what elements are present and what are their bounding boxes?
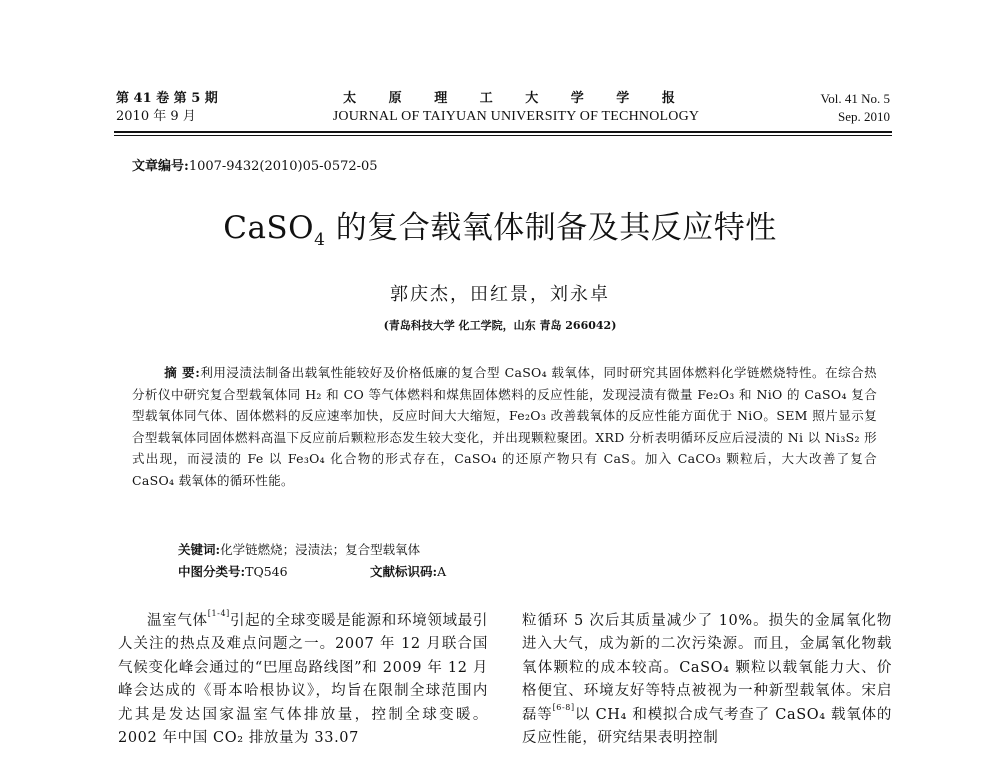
- body-column-left: [118, 610, 488, 750]
- paper-title: [0, 202, 1000, 250]
- header-rule-thin: [114, 135, 892, 136]
- body-left-text: 引起的全球变暖是能源和环境领域最引人关注的热点及难点问题之一。2007 年 12 月联合国气候变化峰会通过的“巴厘岛路线图”和 2009 年 12 月峰会达成的《哥本哈根协议》，均旨在限制全球范围内尤其是发达国家温室气体排放量，控制全球变暖。2002 年中国 CO₂ 排放量为 33.07: [118, 613, 489, 747]
- classification-label: 中图分类号: [178, 564, 241, 579]
- classification-value: TQ546: [245, 564, 288, 579]
- issue-date-en: Sep. 2010: [838, 109, 890, 124]
- article-number-value: 1007-9432(2010)05-0572-05: [188, 159, 378, 174]
- body-right-text-2: 以 CH₄ 和模拟合成气考查了 CaSO₄ 载氧体的反应性能，研究结果表明控制: [522, 706, 892, 747]
- header-center: [300, 90, 732, 126]
- keywords-text: 化学链燃烧；浸渍法；复合型载氧体: [220, 542, 421, 557]
- article-number-label: 文章编号: [132, 159, 185, 174]
- abstract-text: 利用浸渍法制备出载氧性能较好及价格低廉的复合型 CaSO₄ 载氧体，同时研究其固体燃料化学链燃烧特性。在综合热分析仪中研究复合型载氧体同 H₂ 和 CO 等气体燃料和煤焦固体燃料的反应性能，发现浸渍有微量 Fe₂O₃ 和 NiO 的 CaSO₄ 复合型载氧体同气体、固体燃料的反应速率加快，反应时间大大缩短，Fe₂O₃ 改善载氧体的反应性能方面优于 NiO。SEM 照片显示复合型载氧体同固体燃料高温下反应前后颗粒形态发生较大变化，并出现颗粒聚团。XRD 分析表明循环反应后浸渍的 Ni 以 Ni₃S₂ 形式出现，而浸渍的 Fe 以 Fe₃O₄ 化合物的形式存在，CaSO₄ 的还原产物只有 CaS。加入 CaCO₃ 颗粒后，大大改善了复合 CaSO₄ 载氧体的循环性能。: [132, 365, 877, 488]
- issue-date-cn: 2010 年 9 月: [116, 109, 196, 124]
- paragraph: [522, 610, 892, 750]
- header-right: [821, 90, 890, 126]
- body-column-right: [522, 610, 892, 750]
- article-number: 文章编号:1007-9432(2010)05-0572-05: [132, 159, 378, 174]
- document-code: 文献标识码:A: [370, 564, 447, 579]
- citation-ref: [6-8]: [552, 702, 575, 712]
- abstract-label: 摘 要: [164, 365, 196, 380]
- citation-ref: [1-4]: [207, 609, 230, 618]
- classification: 中图分类号:TQ546: [178, 564, 288, 579]
- header-left: [116, 90, 218, 126]
- body-right-text-1: 粒循环 5 次后其质量减少了 10%。损失的金属氧化物进入大气，成为新的二次污染源。而且，金属氧化物载氧体颗粒的成本较高。CaSO₄ 颗粒以载氧能力大、价格便宜、环境友好等特点被视为一种新型载氧体。宋启磊等: [522, 613, 892, 723]
- abstract: 摘 要:利用浸渍法制备出载氧性能较好及价格低廉的复合型 CaSO₄ 载氧体，同时研究其固体燃料化学链燃烧特性。在综合热分析仪中研究复合型载氧体同 H₂ 和 CO 等气体燃料和煤焦固体燃料的反应性能，发现浸渍有微量 Fe₂O₃ 和 NiO 的 CaSO₄ 复合型载氧体同气体、固体燃料的反应速率加快，反应时间大大缩短，Fe₂O₃ 改善载氧体的反应性能方面优于 NiO。SEM 照片显示复合型载氧体同固体燃料高温下反应前后颗粒形态发生较大变化，并出现颗粒聚团。XRD 分析表明循环反应后浸渍的 Ni 以 Ni₃S₂ 形式出现，而浸渍的 Fe 以 Fe₃O₄ 化合物的形式存在，CaSO₄ 的还原产物只有 CaS。加入 CaCO₃ 颗粒后，大大改善了复合 CaSO₄ 载氧体的循环性能。: [132, 365, 877, 488]
- journal-title-en: JOURNAL OF TAIYUAN UNIVERSITY OF TECHNOLOGY: [332, 109, 700, 124]
- title-subscript: 4: [314, 230, 326, 251]
- keywords: 关键词:化学链燃烧；浸渍法；复合型载氧体: [178, 542, 421, 557]
- title-formula: CaSO: [223, 210, 315, 246]
- affiliation: (青岛科技大学 化工学院，山东 青岛 266042): [383, 319, 617, 332]
- doc-code-label: 文献标识码: [370, 564, 433, 579]
- journal-title-cn: 太 原 理 工 大 学 学 报: [343, 91, 689, 106]
- body-left-lead: 温室气体: [147, 613, 208, 629]
- volume-issue: 第 41 卷 第 5 期: [116, 91, 218, 106]
- doc-code-value: A: [437, 564, 447, 579]
- vol-no-en: Vol. 41 No. 5: [820, 91, 890, 106]
- keywords-label: 关键词: [178, 542, 216, 557]
- title-text: 的复合载氧体制备及其反应特性: [325, 210, 777, 246]
- authors: 郭庆杰，田红景，刘永卓: [390, 284, 610, 305]
- paragraph: [118, 610, 488, 750]
- header-rule-thick: [114, 131, 892, 133]
